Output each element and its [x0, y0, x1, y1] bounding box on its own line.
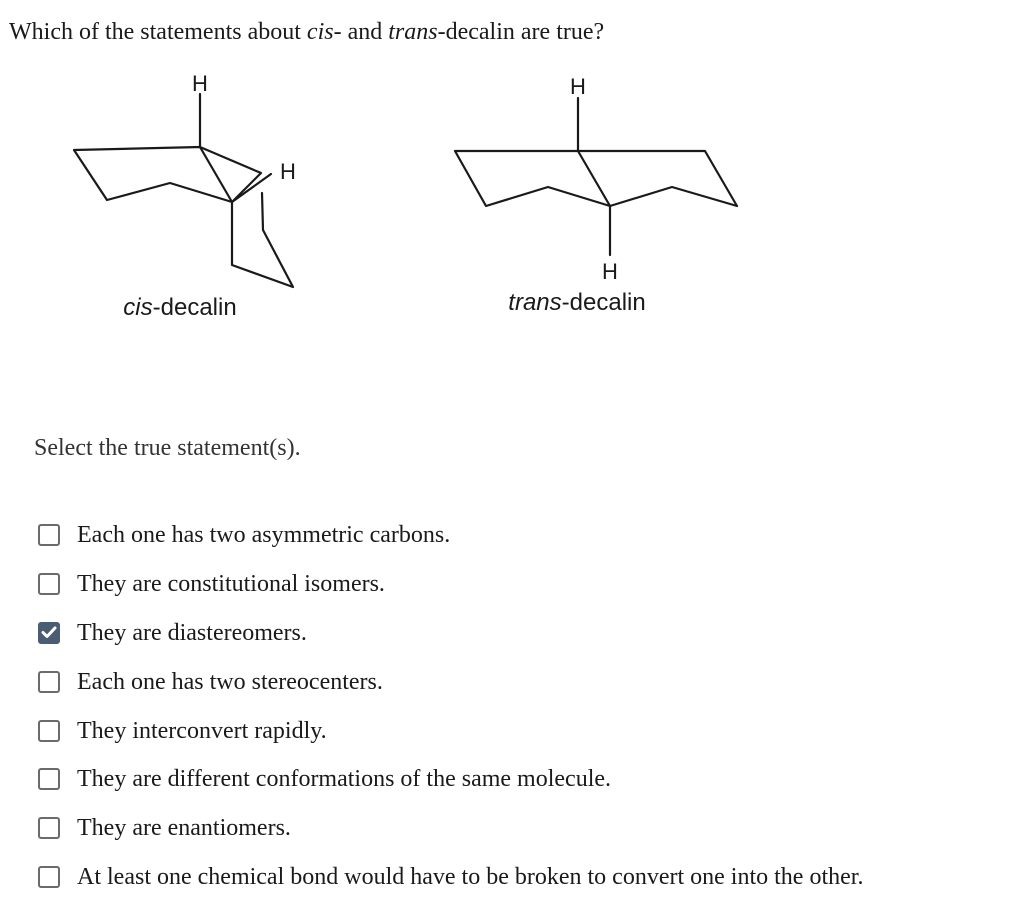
cis-caption-italic: cis: [123, 294, 153, 321]
checkbox[interactable]: [38, 817, 60, 839]
cis-h-side: H: [280, 159, 296, 184]
question-prefix: Which of the statements about: [9, 19, 307, 45]
question-suffix: -decalin are true?: [437, 19, 605, 45]
trans-h-top: H: [570, 74, 586, 99]
option-7[interactable]: [38, 853, 863, 902]
option-label: Each one has two stereocenters.: [77, 668, 383, 695]
question-middle: - and: [333, 19, 389, 45]
trans-caption: [508, 289, 645, 316]
option-label: At least one chemical bond would have to be broken to convert one into the other.: [77, 863, 864, 890]
trans-decalin-structure: [455, 98, 737, 255]
option-label: They are diastereomers.: [77, 619, 307, 646]
option-4[interactable]: [38, 706, 863, 755]
option-1[interactable]: [38, 560, 863, 609]
checkbox[interactable]: [38, 720, 60, 742]
option-6[interactable]: [38, 804, 863, 853]
option-2[interactable]: [38, 609, 863, 658]
question-text: [9, 16, 604, 48]
decalin-structures: [0, 60, 1024, 340]
option-3[interactable]: [38, 657, 863, 706]
cis-caption: [123, 294, 236, 321]
trans-caption-rest: -decalin: [561, 289, 646, 316]
cis-caption-rest: -decalin: [152, 294, 237, 321]
option-label: They are different conformations of the same molecule.: [77, 766, 612, 793]
trans-h-bottom: H: [602, 259, 618, 284]
cis-decalin-structure: [74, 94, 293, 287]
question-trans: trans: [388, 19, 438, 45]
checkbox[interactable]: [38, 866, 60, 888]
option-label: They interconvert rapidly.: [77, 717, 327, 744]
checkbox[interactable]: [38, 622, 60, 644]
decalin-structures-figure: [0, 60, 1024, 340]
checkbox[interactable]: [38, 573, 60, 595]
answer-options: [38, 511, 863, 901]
option-label: They are constitutional isomers.: [77, 571, 385, 598]
cis-h-top: H: [192, 71, 208, 96]
question-cis: cis: [306, 19, 334, 45]
option-5[interactable]: [38, 755, 863, 804]
checkmark-icon: [41, 626, 57, 639]
checkbox[interactable]: [38, 768, 60, 790]
option-0[interactable]: [38, 511, 863, 560]
trans-caption-italic: trans: [508, 289, 562, 316]
option-label: They are enantiomers.: [77, 815, 291, 842]
option-label: Each one has two asymmetric carbons.: [77, 522, 451, 549]
checkbox[interactable]: [38, 524, 60, 546]
select-prompt: Select the true statement(s).: [34, 435, 301, 461]
checkbox[interactable]: [38, 671, 60, 693]
